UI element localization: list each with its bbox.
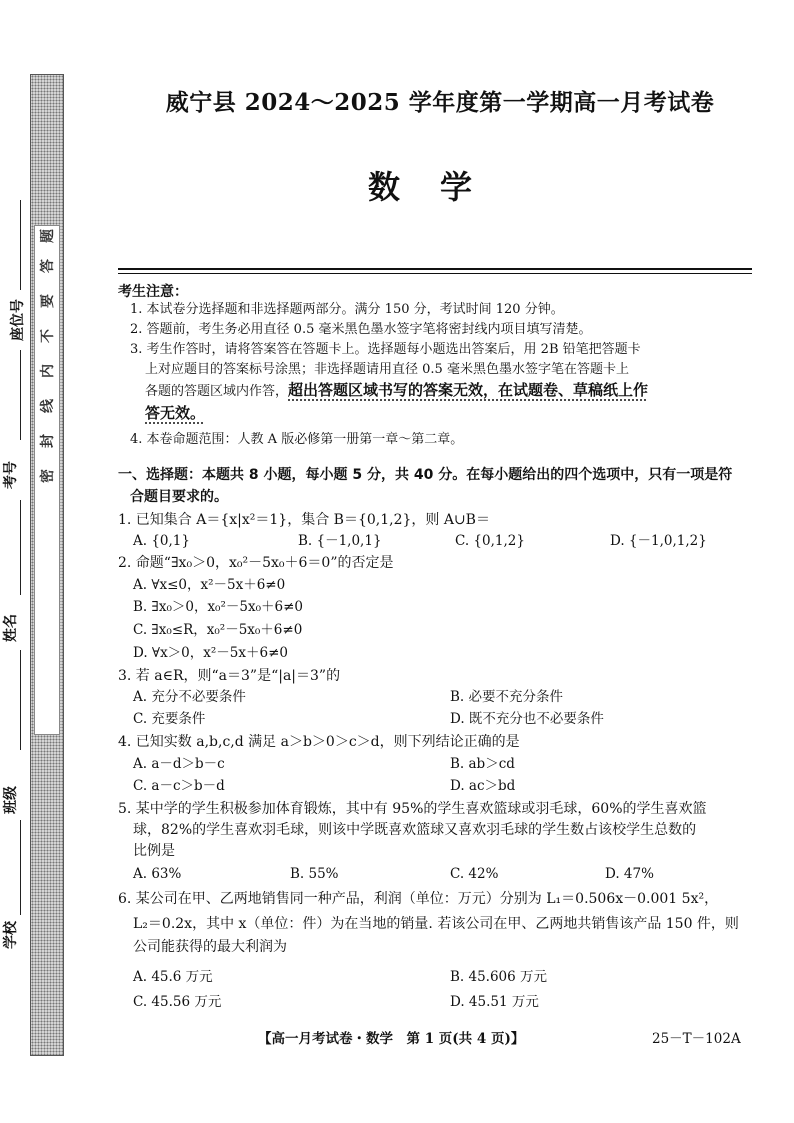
header-rule-thin	[118, 273, 752, 274]
question-3-stem: 3. 若 a∈R，则“a＝3”是“|a|＝3”的	[118, 668, 341, 684]
question-5-stem: 5. 某中学的学生积极参加体育锻炼，其中有 95%的学生喜欢篮球或羽毛球，60%的学生喜欢篮	[118, 801, 707, 817]
note-item: 3. 考生作答时，请将答案答在答题卡上。选择题每小题选出答案后，用 2B 铅笔把答题卡	[130, 342, 641, 357]
question-6-stem-3: 公司能获得的最大利润为	[133, 939, 287, 955]
question-6-option-d: D. 45.51 万元	[450, 994, 539, 1010]
question-3-option-a: A. 充分不必要条件	[133, 689, 246, 705]
note-item: 1. 本试卷分选择题和非选择题两部分。满分 150 分，考试时间 120 分钟。	[130, 302, 564, 317]
question-4-option-d: D. ac＞bd	[450, 778, 516, 794]
seal-char: 答	[40, 259, 56, 273]
seal-char: 不	[40, 329, 56, 343]
question-5-stem-3: 比例是	[133, 843, 175, 859]
question-3-option-d: D. 既不充分也不必要条件	[450, 711, 604, 727]
question-1-option-a: A. {0,1}	[133, 533, 190, 549]
exam-title: 威宁县 2024～2025 学年度第一学期高一月考试卷	[165, 89, 715, 116]
question-6-stem-2: L₂＝0.2x，其中 x（单位：件）为在当地的销量. 若该公司在甲、乙两地共销售该产品 150 件，则	[133, 916, 739, 932]
name-label: 姓名	[3, 614, 19, 642]
seal-char: 要	[40, 294, 56, 308]
question-1-stem: 1. 已知集合 A＝{x|x²＝1}，集合 B＝{0,1,2}，则 A∪B＝	[118, 512, 490, 528]
subject-title: 数学	[367, 168, 512, 206]
note-emphasis-tail	[145, 402, 770, 424]
question-2-option-c: C. ∃x₀≤R，x₀²－5x₀＋6≠0	[133, 622, 303, 638]
seal-char: 线	[40, 399, 56, 413]
question-6-stem: 6. 某公司在甲、乙两地销售同一种产品，利润（单位：万元）分别为 L₁＝0.506x－0.001 5x²，	[118, 891, 719, 907]
question-5-option-d: D. 47%	[605, 866, 654, 882]
paper-code: 25－T－102A	[652, 1031, 741, 1047]
question-3-option-c: C. 充要条件	[133, 711, 206, 727]
note-item: 2. 答题前，考生务必用直径 0.5 毫米黑色墨水签字笔将密封线内项目填写清楚。	[130, 322, 592, 337]
notes-heading: 考生注意：	[118, 284, 188, 300]
section-heading-2: 合题目要求的。	[130, 489, 228, 505]
question-6-option-b: B. 45.606 万元	[450, 969, 548, 985]
question-4-option-a: A. a－d＞b－c	[133, 756, 225, 772]
question-4-option-b: B. ab＞cd	[450, 756, 515, 772]
header-rule	[118, 268, 752, 270]
seal-char: 密	[40, 469, 56, 483]
page-footer: 【高一月考试卷・数学 第 1 页(共 4 页)】	[258, 1031, 525, 1047]
question-1-option-d: D. {－1,0,1,2}	[610, 533, 707, 549]
question-2-option-a: A. ∀x≤0，x²－5x＋6≠0	[133, 577, 286, 593]
exam-number-line	[20, 350, 21, 440]
seal-char: 内	[40, 364, 56, 378]
question-2-option-b: B. ∃x₀＞0，x₀²－5x₀＋6≠0	[133, 599, 303, 615]
question-5-stem-2: 球，82%的学生喜欢羽毛球，则该中学既喜欢篮球又喜欢羽毛球的学生数占该校学生总数的	[133, 822, 697, 838]
exam-number-label: 考号	[3, 461, 19, 489]
question-2-stem: 2. 命题“∃x₀＞0，x₀²－5x₀＋6＝0”的否定是	[118, 555, 394, 571]
question-4-stem: 4. 已知实数 a,b,c,d 满足 a＞b＞0＞c＞d，则下列结论正确的是	[118, 734, 520, 750]
school-label: 学校	[3, 921, 19, 949]
seal-char: 封	[40, 434, 56, 448]
seat-line	[20, 200, 21, 290]
school-line	[20, 820, 21, 915]
question-4-option-c: C. a－c＞b－d	[133, 778, 225, 794]
question-6-option-a: A. 45.6 万元	[133, 969, 213, 985]
class-label: 班级	[3, 786, 19, 814]
seat-number-label: 座位号	[10, 299, 26, 341]
question-5-option-c: C. 42%	[450, 866, 499, 882]
binding-strip	[30, 74, 64, 1056]
class-line	[20, 650, 21, 750]
question-1-option-c: C. {0,1,2}	[455, 533, 525, 549]
question-2-option-d: D. ∀x＞0，x²－5x＋6≠0	[133, 645, 288, 661]
note-emphasis: 超出答题区域书写的答案无效，在试题卷、草稿纸上作	[288, 381, 649, 399]
seal-char: 题	[40, 229, 56, 243]
question-5-option-b: B. 55%	[290, 866, 339, 882]
question-1-option-b: B. {－1,0,1}	[298, 533, 382, 549]
question-3-option-b: B. 必要不充分条件	[450, 689, 564, 705]
section-heading: 一、选择题：本题共 8 小题，每小题 5 分，共 40 分。在每小题给出的四个选项中，只有一项是符	[118, 467, 733, 483]
note-item-emphasis-line	[145, 379, 755, 401]
note-item: 上对应题目的答案标号涂黑；非选择题请用直径 0.5 毫米黑色墨水签字笔在答题卡上	[145, 362, 629, 377]
note-item: 4. 本卷命题范围：人教 A 版必修第一册第一章～第二章。	[130, 432, 464, 447]
seal-area	[34, 225, 60, 735]
question-6-option-c: C. 45.56 万元	[133, 994, 222, 1010]
note-item: 各题的答题区域内作答，	[145, 384, 289, 399]
note-emphasis-2: 答无效。	[145, 404, 206, 422]
name-line	[20, 500, 21, 595]
question-5-option-a: A. 63%	[133, 866, 182, 882]
